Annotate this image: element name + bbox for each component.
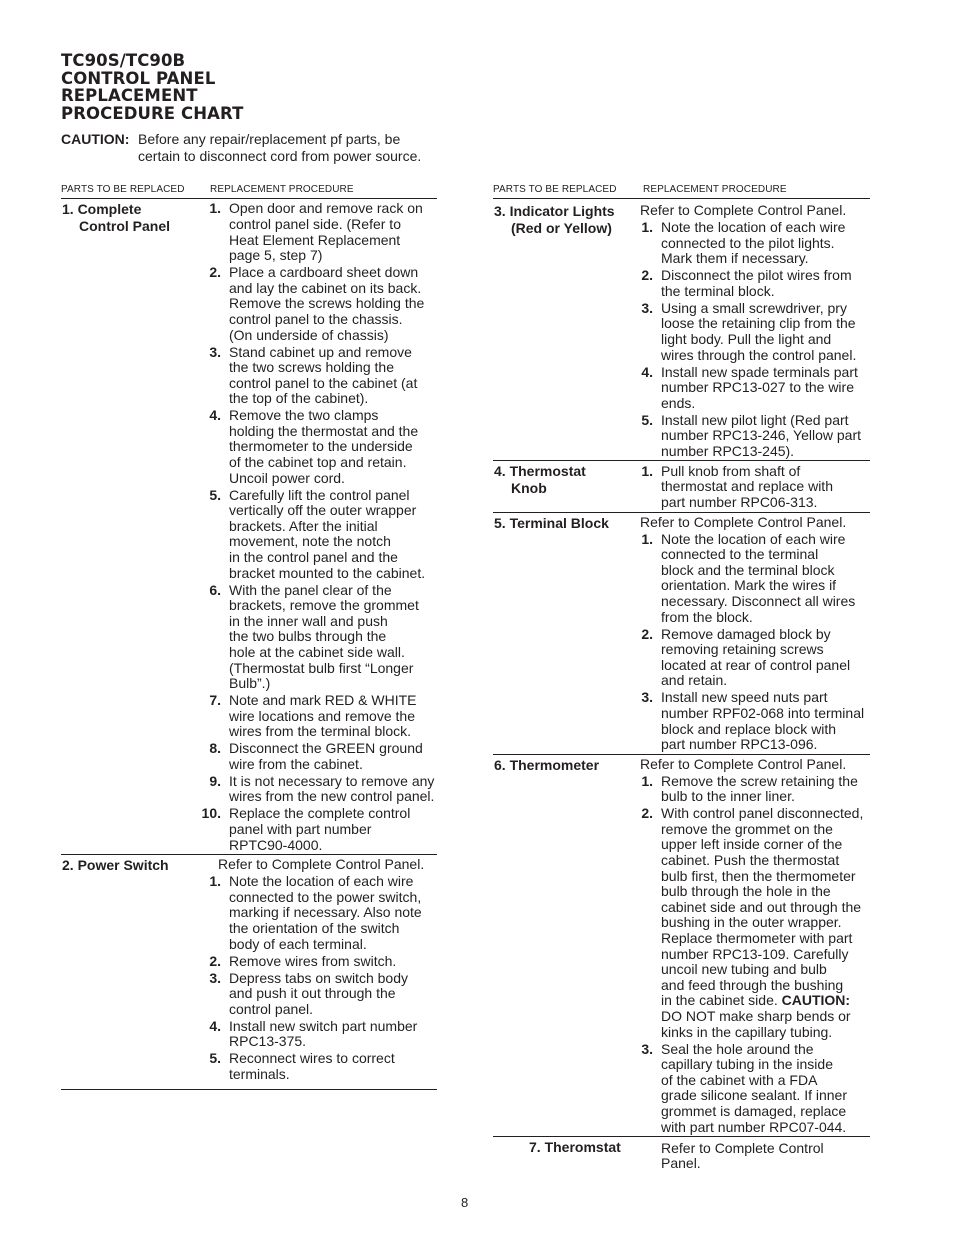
procedure-step [196, 1019, 437, 1050]
procedure-line: orientation. Mark the wires if [661, 577, 837, 594]
procedure-line: number RPC13-027 to the wire [661, 379, 854, 396]
part-name-line: (Red or Yellow) [511, 220, 612, 236]
procedure-line: number RPC13-245). [661, 442, 795, 459]
procedure-line: RPTC90-4000. [229, 836, 323, 853]
procedure-step [638, 268, 870, 299]
procedure-step [196, 408, 437, 486]
procedure-step [196, 1051, 437, 1082]
section-terminal-block [493, 513, 870, 755]
procedure-line: control panel to the cabinet (at [229, 374, 418, 391]
procedure-line: remove the grommet on the [661, 820, 833, 837]
step-number: 2. [641, 805, 653, 822]
procedure-line: Install new speed nuts part [661, 689, 828, 706]
procedure-line: block and replace block with [661, 720, 837, 737]
procedure-line: ends. [661, 394, 696, 411]
procedure-steps [638, 461, 870, 510]
procedure-line: marking if necessary. Also note [229, 904, 422, 921]
part-name-line: 2. Power Switch [62, 857, 169, 874]
procedure-steps [638, 220, 870, 459]
procedure-line: control panel side. (Refer to [229, 215, 401, 232]
column-header [61, 183, 437, 199]
section-thermostat-knob [493, 461, 870, 512]
part-name-line: 5. Terminal Block [494, 514, 609, 531]
procedure-line: Remove damaged block by [661, 625, 831, 642]
procedure-line: Disconnect the pilot wires from [661, 267, 852, 284]
procedure-header: REPLACEMENT PROCEDURE [210, 184, 354, 195]
procedure-step [638, 413, 870, 460]
caution-label: CAUTION: [61, 131, 130, 147]
procedure-body [638, 755, 870, 1135]
procedure-step [638, 220, 870, 267]
step-number: 4. [209, 407, 221, 424]
step-number: 3. [209, 343, 221, 360]
procedure-line: hole at the cabinet side wall. [229, 643, 405, 660]
parts-header: PARTS TO BE REPLACED [61, 184, 185, 195]
procedure-intro: Refer to Complete Control Panel. [218, 856, 425, 873]
procedure-line: holding the thermostat and the [229, 422, 419, 439]
procedure-line: Stand cabinet up and remove [229, 343, 412, 360]
procedure-line: vertically off the outer wrapper [229, 502, 417, 519]
step-number: 7. [209, 692, 221, 709]
step-number: 1. [641, 218, 653, 235]
procedure-line: connected to the terminal [661, 546, 819, 563]
part-name-line: 3. Indicator Lights [494, 203, 615, 219]
step-number: 9. [209, 772, 221, 789]
procedure-line: Bulb”.) [229, 675, 271, 692]
step-number: 1. [641, 462, 653, 479]
procedure-header: REPLACEMENT PROCEDURE [643, 184, 787, 195]
procedure-line: Heat Element Replacement [229, 231, 401, 248]
procedure-line: located at rear of control panel [661, 656, 851, 673]
procedure-line: Note the location of each wire [229, 873, 414, 890]
procedure-line: bracket mounted to the cabinet. [229, 564, 426, 581]
procedure-step [196, 806, 437, 853]
part-name [494, 515, 609, 532]
procedure-step [638, 1042, 870, 1136]
step-number: 5. [209, 486, 221, 503]
procedure-step [638, 532, 870, 626]
procedure-steps [638, 774, 870, 1135]
procedure-body [638, 1137, 870, 1172]
step-number: 2. [209, 952, 221, 969]
procedure-line: and lay the cabinet on its back. [229, 279, 422, 296]
procedure-line: and push it out through the [229, 985, 396, 1002]
procedure-line: (On underside of chassis) [229, 326, 389, 343]
procedure-line: grommet is damaged, replace [661, 1102, 847, 1119]
procedure-line: Remove the two clamps [229, 407, 379, 424]
step-number: 3. [209, 969, 221, 986]
procedure-line: Install new spade terminals part [661, 363, 858, 380]
procedure-line: Remove the screw retaining the [661, 772, 858, 789]
step-number: 1. [209, 873, 221, 890]
procedure-line: the orientation of the switch [229, 920, 400, 937]
procedure-step [196, 954, 437, 970]
procedure-line: removing retaining screws [661, 641, 824, 658]
step-number: 3. [641, 1040, 653, 1057]
procedure-line: bushing in the outer wrapper. [661, 914, 842, 931]
step-number: 1. [641, 772, 653, 789]
part-name [494, 203, 615, 237]
procedure-step [638, 627, 870, 689]
procedure-line: Pull knob from shaft of [661, 462, 801, 479]
procedure-body [196, 855, 437, 1082]
step-number: 4. [641, 363, 653, 380]
step-number: 1. [209, 200, 221, 217]
section-thermometer [493, 755, 870, 1137]
procedure-line: number RPC13-246, Yellow part [661, 427, 862, 444]
procedure-line: wires from the new control panel. [229, 788, 435, 805]
procedure-line: part number RPC06-313. [661, 494, 818, 511]
part-name [62, 857, 169, 874]
procedure-line: cabinet. Push the thermostat [661, 852, 840, 869]
procedure-body [638, 513, 870, 753]
section-complete-control-panel [61, 199, 437, 855]
procedure-line: with part number RPC07-044. [661, 1118, 847, 1135]
procedure-line: Open door and remove rack on [229, 200, 423, 217]
procedure-line: of the cabinet top and retain. [229, 454, 407, 471]
procedure-line: cabinet side and out through the [661, 898, 862, 915]
procedure-step [196, 201, 437, 263]
procedure-intro: Refer to Complete Control Panel. [640, 755, 847, 772]
procedure-step [196, 488, 437, 582]
procedure-line: Seal the hole around the [661, 1040, 814, 1057]
step-number: 4. [209, 1017, 221, 1034]
step-number: 3. [641, 299, 653, 316]
procedure-step [638, 774, 870, 805]
procedure-line: Remove wires from switch. [229, 952, 397, 969]
procedure-line: number RPC13-109. Carefully [661, 945, 849, 962]
procedure-line: Using a small screwdriver, pry [661, 299, 847, 316]
procedure-line: the terminal block. [661, 282, 775, 299]
procedure-step [638, 806, 870, 1040]
procedure-line: in the inner wall and push [229, 612, 388, 629]
procedure-line: Install new pilot light (Red part [661, 411, 849, 428]
procedure-line: Carefully lift the control panel [229, 486, 410, 503]
procedure-line: Disconnect the GREEN ground [229, 740, 423, 757]
title-line: CONTROL PANEL [61, 68, 216, 88]
procedure-line: the two bulbs through the [229, 628, 387, 645]
step-number: 2. [209, 264, 221, 281]
procedure-line: and retain. [661, 672, 728, 689]
procedure-line: part number RPC13-096. [661, 736, 818, 753]
part-name [494, 463, 586, 497]
procedure-line: wires from the terminal block. [229, 723, 412, 740]
procedure-intro: Refer to Complete Control Panel. [640, 513, 847, 530]
procedure-line: control panel. [229, 1000, 314, 1017]
procedure-line: It is not necessary to remove any [229, 772, 435, 789]
part-name-line: Control Panel [79, 218, 171, 234]
step-number: 5. [209, 1050, 221, 1067]
procedure-intro: Refer to Complete Control Panel. [640, 202, 847, 218]
procedure-line: (Thermostat bulb first “Longer [229, 659, 414, 676]
part-name-line: 7. Theromstat [529, 1139, 621, 1156]
procedure-line [661, 993, 870, 1009]
procedure-line: the top of the cabinet). [229, 390, 369, 407]
procedure-step [638, 690, 870, 752]
procedure-line: thermometer to the underside [229, 438, 413, 455]
procedure-line: With control panel disconnected, [661, 805, 864, 822]
procedure-line: Reconnect wires to correct [229, 1050, 395, 1067]
procedure-line: loose the retaining clip from the [661, 315, 856, 332]
procedure-line: connected to the pilot lights. [661, 234, 835, 251]
procedure-line: upper left inside corner of the [661, 836, 843, 853]
procedure-line: Place a cardboard sheet down [229, 264, 419, 281]
caution-text: Before any repair/replacement pf parts, be [138, 131, 401, 147]
procedure-line: body of each terminal. [229, 935, 367, 952]
caution-inline: CAUTION: [781, 992, 851, 1009]
title-line: REPLACEMENT [61, 86, 198, 105]
procedure-line: RPC13-375. [229, 1033, 307, 1050]
procedure-step [638, 365, 870, 412]
procedure-line: wire from the cabinet. [229, 755, 363, 772]
title-line: PROCEDURE CHART [61, 103, 244, 123]
part-name-line: 1. Complete [62, 201, 142, 217]
right-column [493, 183, 870, 1173]
procedure-line: Depress tabs on switch body [229, 969, 408, 986]
part-name [529, 1139, 621, 1156]
procedure-line: Panel. [661, 1155, 701, 1172]
step-number: 5. [641, 411, 653, 428]
procedure-line: kinks in the capillary tubing. [661, 1023, 833, 1040]
step-number: 1. [641, 530, 653, 547]
step-number: 8. [209, 740, 221, 757]
section-thermostat [493, 1137, 870, 1173]
step-number: 3. [641, 689, 653, 706]
procedure-line: Install new switch part number [229, 1017, 418, 1034]
procedure-line: bulb through the hole in the [661, 883, 831, 900]
procedure-line: Uncoil power cord. [229, 469, 345, 486]
part-name [62, 201, 170, 235]
page-title [61, 52, 361, 122]
part-name-line: 6. Thermometer [494, 756, 600, 773]
parts-header: PARTS TO BE REPLACED [493, 184, 617, 195]
procedure-line: in the control panel and the [229, 549, 398, 566]
procedure-step [638, 464, 870, 511]
part-name [494, 757, 599, 774]
procedure-steps [638, 532, 870, 753]
step-number: 10. [201, 805, 221, 822]
procedure-line: necessary. Disconnect all wires [661, 592, 856, 609]
procedure-line: wire locations and remove the [229, 707, 415, 724]
procedure-line: DO NOT make sharp bends or [661, 1007, 851, 1024]
procedure-step [196, 583, 437, 692]
procedure-line: terminals. [229, 1065, 290, 1082]
procedure-line: uncoil new tubing and bulb [661, 961, 827, 978]
procedure-line: of the cabinet with a FDA [661, 1071, 818, 1088]
part-name-line: 4. Thermostat [494, 463, 586, 480]
procedure-line: brackets, remove the grommet [229, 597, 419, 614]
caution-text: certain to disconnect cord from power source. [138, 148, 422, 164]
procedure-step [196, 741, 437, 772]
procedure-step [196, 345, 437, 407]
caution-note [61, 131, 461, 165]
procedure-line: thermostat and replace with [661, 478, 833, 495]
part-name-line: Knob [511, 480, 547, 497]
procedure-line: Replace the complete control [229, 805, 411, 822]
procedure-line: control panel to the chassis. [229, 310, 403, 327]
procedure-step [638, 301, 870, 363]
title-line: TC90S/TC90B [61, 51, 186, 70]
procedure-steps [196, 874, 437, 1082]
procedure-line: number RPF02-068 into terminal [661, 704, 865, 721]
procedure-line-text: in the cabinet side. [661, 992, 778, 1009]
procedure-step [196, 774, 437, 805]
procedure-line: Mark them if necessary. [661, 250, 809, 267]
page-number: 8 [461, 1195, 469, 1210]
procedure-line: panel with part number [229, 821, 372, 838]
left-column [61, 183, 437, 1090]
procedure-body [638, 199, 870, 459]
procedure-step [196, 874, 437, 952]
section-indicator-lights [493, 199, 870, 461]
procedure-step [196, 693, 437, 740]
step-number: 2. [641, 267, 653, 284]
procedure-line: Note the location of each wire [661, 218, 846, 235]
procedure-line: from the block. [661, 608, 753, 625]
procedure-line: brackets. After the initial [229, 517, 378, 534]
step-number: 2. [641, 625, 653, 642]
procedure-line: grade silicone sealant. If inner [661, 1087, 847, 1104]
procedure-line: With the panel clear of the [229, 581, 392, 598]
procedure-line: block and the terminal block [661, 561, 835, 578]
procedure-line: capillary tubing in the inside [661, 1056, 833, 1073]
procedure-line: Note the location of each wire [661, 530, 846, 547]
procedure-line: the two screws holding the [229, 359, 394, 376]
section-power-switch [61, 855, 437, 1089]
procedure-line: bulb first, then the thermometer [661, 867, 856, 884]
column-header [493, 183, 870, 199]
procedure-line: movement, note the notch [229, 533, 391, 550]
procedure-step [196, 265, 437, 343]
procedure-steps [196, 199, 437, 853]
procedure-line: Remove the screws holding the [229, 295, 425, 312]
procedure-line: Replace thermometer with part [661, 930, 853, 947]
procedure-line: Refer to Complete Control [661, 1139, 824, 1156]
procedure-line: light body. Pull the light and [661, 330, 832, 347]
procedure-step [196, 971, 437, 1018]
procedure-line: Note and mark RED & WHITE [229, 692, 417, 709]
procedure-line: connected to the power switch, [229, 888, 422, 905]
procedure-line: and feed through the bushing [661, 976, 844, 993]
procedure-line: wires through the control panel. [661, 346, 857, 363]
procedure-line: page 5, step 7) [229, 247, 323, 264]
procedure-line: bulb to the inner liner. [661, 788, 795, 805]
step-number: 6. [209, 581, 221, 598]
